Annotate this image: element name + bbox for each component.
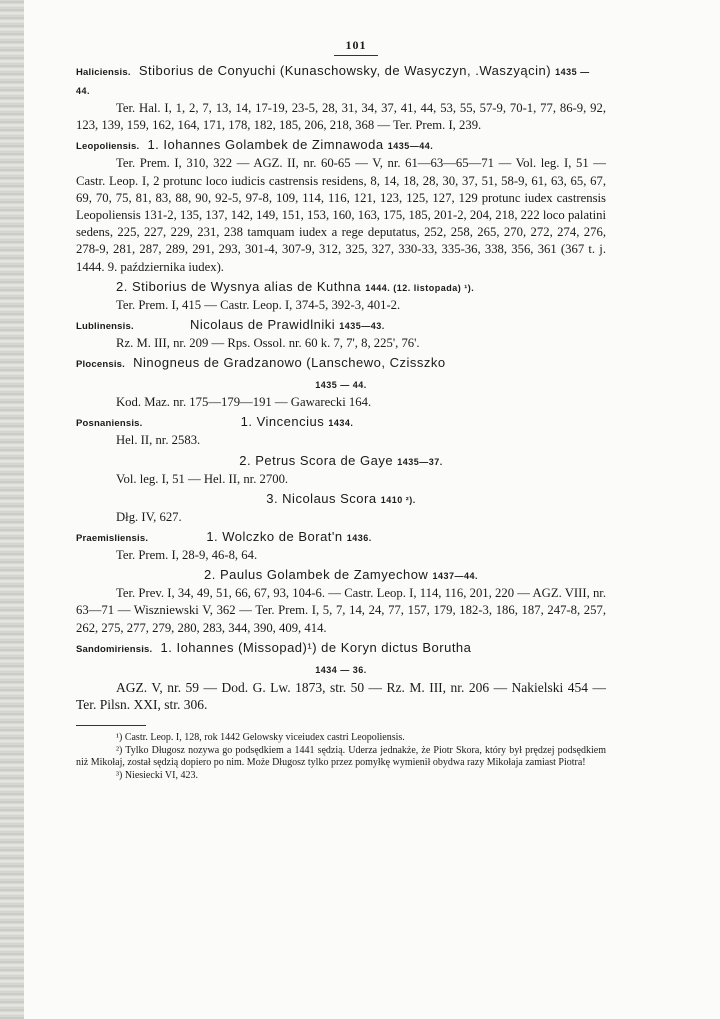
person-name: 2. Petrus Scora de Gaye <box>239 452 394 468</box>
years: 1435—37. <box>397 456 443 467</box>
person-name: 2. Stiborius de Wysnya alias de Kuthna <box>116 278 362 294</box>
person-name: Nicolaus de Prawidlniki <box>189 317 336 333</box>
page-number-rule <box>334 55 378 56</box>
person-name: 1. Vincencius <box>240 414 325 430</box>
person-name: 1. Wolczko de Borat'n <box>206 529 343 545</box>
entry-references: Ter. Prem. I, 415 — Castr. Leop. I, 374-5, 392-3, 401-2. <box>116 297 401 312</box>
diocese-label: Praemisliensis. <box>76 533 149 545</box>
diocese-label: Sandomiriensis. <box>76 643 153 655</box>
footnote-rule <box>76 725 146 726</box>
years-line <box>76 375 606 394</box>
entry-heading <box>76 62 606 100</box>
person-name: 1. Iohannes Golambek de Zimnawoda <box>147 137 384 153</box>
entry-heading <box>76 413 606 432</box>
person-name: Stiborius de Conyuchi (Kunaschowsky, de Wasyczyn, .Waszyącin) <box>138 63 552 78</box>
footnotes <box>76 725 606 782</box>
entry-heading <box>76 278 606 297</box>
entry-heading <box>76 136 606 155</box>
scan-edge-shadow <box>0 0 24 1019</box>
entry-references: AGZ. V, nr. 59 — Dod. G. Lw. 1873, str. 50 — Rz. M. III, nr. 206 — Nakielski 454 — Ter. Pilsn. XXI, str. 306. <box>76 679 606 713</box>
document-page <box>76 38 606 782</box>
years: 1410 ²). <box>380 494 416 505</box>
entry-references: Hel. II, nr. 2583. <box>116 433 201 448</box>
diocese-label: Posnaniensis. <box>76 418 143 430</box>
entry-references: Dłg. IV, 627. <box>116 509 182 524</box>
years: 1435—44. <box>387 141 434 152</box>
entry-heading <box>76 566 606 585</box>
person-name: 3. Nicolaus Scora <box>266 490 377 506</box>
years: 1434. <box>328 418 354 429</box>
entry-references: Ter. Hal. I, 1, 2, 7, 13, 14, 17-19, 23-5, 28, 31, 34, 37, 41, 44, 53, 55, 57-9, 70-1, 77, 86-9, 92, 123, 139, 159, 162, 164, 171, 178, 182, 185, 206, 218, 368 — Ter. Prem. I, 239. <box>76 101 606 133</box>
footnote: ²) Tylko Długosz nozywa go podsędkiem a 1441 sędzią. Uderza jednakże, że Piotr Skora, który był prędzej podsędkiem niż Mikołaj, został sędzią dopiero po nim. Może Długosz tylko przez pomyłkę wymienił obydwa razy Mikołaja zamiast Piotra! <box>76 744 606 769</box>
years: 1436. <box>346 533 372 544</box>
entry-references: Vol. leg. I, 51 — Hel. II, nr. 2700. <box>116 471 289 486</box>
entry-heading <box>76 354 606 373</box>
entry-heading <box>76 452 606 471</box>
entry-heading <box>76 316 606 335</box>
entry-heading <box>76 528 606 547</box>
years: 1434 — 36. <box>315 664 367 675</box>
person-name: 1. Iohannes (Missopad)¹) de Koryn dictus Borutha <box>160 639 472 655</box>
diocese-label: Lublinensis. <box>76 321 134 333</box>
diocese-label: Leopoliensis. <box>76 141 140 153</box>
years-line <box>76 660 606 679</box>
years: 1437—44. <box>432 571 478 582</box>
years: 1444. (12. listopada) ¹). <box>365 282 475 293</box>
footnote: ³) Niesiecki VI, 423. <box>116 769 198 781</box>
diocese-label: Plocensis. <box>76 359 125 371</box>
years: 1435 — 44. <box>76 67 590 96</box>
entry-heading <box>76 490 606 509</box>
person-name: 2. Paulus Golambek de Zamyechow <box>204 567 429 583</box>
diocese-label: Haliciensis. <box>76 67 131 78</box>
entry-references: Ter. Prem. I, 28-9, 46-8, 64. <box>116 548 258 563</box>
entry-heading <box>76 639 606 658</box>
footnote: ¹) Castr. Leop. I, 128, rok 1442 Gelowsky viceiudex castri Leopoliensis. <box>116 732 405 744</box>
entry-references: Ter. Prev. I, 34, 49, 51, 66, 67, 93, 104-6. — Castr. Leop. I, 114, 116, 201, 220 — AGZ. VIII, nr. 63—71 — Wiszniewski V, 362 — Ter. Prem. I, 5, 7, 14, 24, 77, 157, 179, 182-3, 186, 187, 247-8, 257, 262, 275, 277, 279, 280, 283, 344, 390, 409, 414. <box>76 586 606 635</box>
years: 1435—43. <box>339 321 385 332</box>
entry-references: Ter. Prem. I, 310, 322 — AGZ. II, nr. 60-65 — V, nr. 61—63—65—71 — Vol. leg. I, 51 — Castr. Leop. I, 2 protunc loco iudicis castrensis residens, 8, 14, 18, 28, 30, 37, 51, 58-9, 61, 63, 65, 67, 69, 70, 75, 81, 83, 88, 90, 92-5, 97-8, 109, 114, 116, 121, 123, 125, 127, 129 protunc iudex castrensis Leopoliensis 131-2, 135, 137, 142, 149, 151, 153, 160, 163, 175, 185, 201-2, 204, 218, 222 loco palatini sedens, 225, 227, 229, 231, 238 tamquam iudex a rege deputatus, 252, 258, 265, 270, 272, 274, 276, 278-9, 281, 287, 289, 291, 293, 301-4, 307-9, 312, 325, 327, 330-33, 335-36, 338, 356, 361 (367 t. j. 1444. 9. października iudex). <box>76 156 606 274</box>
page-number: 101 <box>345 38 367 52</box>
entry-references: Rz. M. III, nr. 209 — Rps. Ossol. nr. 60 k. 7, 7', 8, 225', 76'. <box>116 336 420 351</box>
years: 1435 — 44. <box>315 380 367 391</box>
entry-references: Kod. Maz. nr. 175—179—191 — Gawarecki 164. <box>116 395 372 410</box>
person-name: Ninogneus de Gradzanowo (Lanschewo, Czisszko <box>133 355 446 371</box>
